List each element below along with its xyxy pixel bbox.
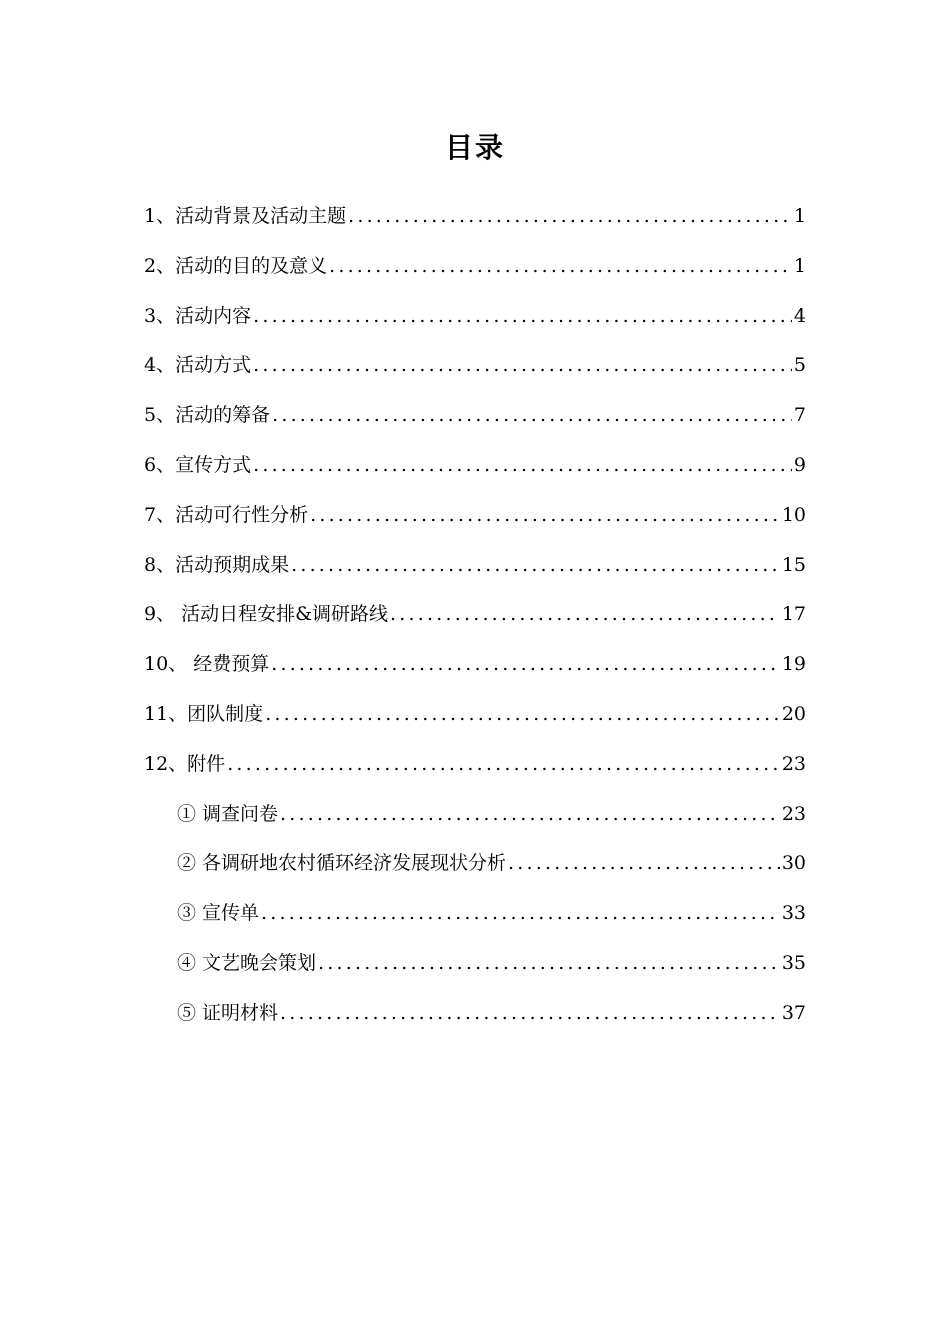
toc-page-number: 7 [793, 404, 806, 427]
toc-leader-dots [280, 798, 780, 830]
toc-entry-label: 11、团队制度 [144, 702, 264, 725]
toc-leader-dots [291, 549, 780, 581]
toc-entry-label: 5、活动的筹备 [144, 404, 271, 427]
toc-page-number: 20 [781, 702, 806, 725]
toc-entry[interactable] [144, 349, 806, 399]
toc-entry[interactable] [144, 499, 806, 549]
toc-entry-label: 8、活动预期成果 [144, 553, 290, 576]
toc-entry-label: ④ 文艺晚会策划 [177, 951, 317, 974]
toc-page-number: 4 [793, 304, 806, 327]
toc-leader-dots [253, 349, 792, 381]
toc-leader-dots [508, 847, 780, 879]
toc-page-number: 30 [781, 852, 806, 875]
toc-entry-label: 4、活动方式 [144, 354, 252, 377]
toc-leader-dots [253, 300, 792, 332]
toc-page-number: 35 [781, 951, 806, 974]
toc-entry[interactable] [144, 200, 806, 250]
toc-entry-label: ② 各调研地农村循环经济发展现状分析 [177, 852, 507, 875]
toc-entry-label: 9、 活动日程安排&调研路线 [144, 603, 389, 626]
toc-entry-label: 3、活动内容 [144, 304, 252, 327]
toc-entry-label: 2、活动的目的及意义 [144, 254, 328, 277]
toc-entry[interactable] [144, 250, 806, 300]
toc-page-number: 23 [781, 752, 806, 775]
toc-entry-label: 1、活动背景及活动主题 [144, 205, 347, 227]
toc-leader-dots [329, 250, 792, 282]
toc-title: 目录 [444, 131, 505, 164]
toc-page-number: 17 [781, 603, 806, 626]
toc-entry[interactable] [144, 449, 806, 499]
toc-page-number: 19 [781, 653, 806, 676]
toc-subentry[interactable] [144, 897, 806, 947]
toc-entry[interactable] [144, 399, 806, 449]
toc-leader-dots [227, 748, 780, 780]
toc-page-number: 9 [793, 453, 806, 476]
toc-leader-dots [253, 449, 792, 481]
toc-page-number: 1 [793, 205, 806, 227]
toc-entry-label: ③ 宣传单 [177, 902, 260, 925]
toc-page-number: 15 [781, 553, 806, 576]
toc-entry[interactable] [144, 300, 806, 350]
toc-page-number: 37 [781, 1001, 806, 1024]
toc-entry-label: ⑤ 证明材料 [177, 1001, 279, 1024]
toc-list [144, 200, 806, 1047]
toc-leader-dots [272, 399, 792, 431]
toc-entry-label: ① 调查问卷 [177, 802, 279, 825]
toc-leader-dots [271, 648, 780, 680]
toc-leader-dots [348, 200, 792, 232]
toc-page-number: 33 [781, 902, 806, 925]
toc-page-number: 1 [793, 254, 806, 277]
toc-entry[interactable] [144, 549, 806, 599]
toc-subentry[interactable] [144, 798, 806, 848]
toc-subentry[interactable] [144, 997, 806, 1047]
toc-entry-label: 12、附件 [144, 752, 226, 775]
toc-page-number: 5 [793, 354, 806, 377]
toc-page-number: 23 [781, 802, 806, 825]
toc-entry-label: 10、 经费预算 [144, 653, 270, 676]
toc-entry[interactable] [144, 598, 806, 648]
toc-leader-dots [318, 947, 780, 979]
toc-leader-dots [390, 598, 780, 630]
toc-subentry[interactable] [144, 947, 806, 997]
toc-leader-dots [280, 997, 780, 1029]
toc-entry[interactable] [144, 698, 806, 748]
toc-entry-label: 7、活动可行性分析 [144, 503, 309, 526]
toc-leader-dots [265, 698, 780, 730]
toc-entry-label: 6、宣传方式 [144, 453, 252, 476]
toc-leader-dots [310, 499, 780, 531]
toc-page-number: 10 [781, 503, 806, 526]
toc-entry[interactable] [144, 648, 806, 698]
toc-entry[interactable] [144, 748, 806, 798]
toc-subentry[interactable] [144, 847, 806, 897]
toc-leader-dots [261, 897, 780, 929]
